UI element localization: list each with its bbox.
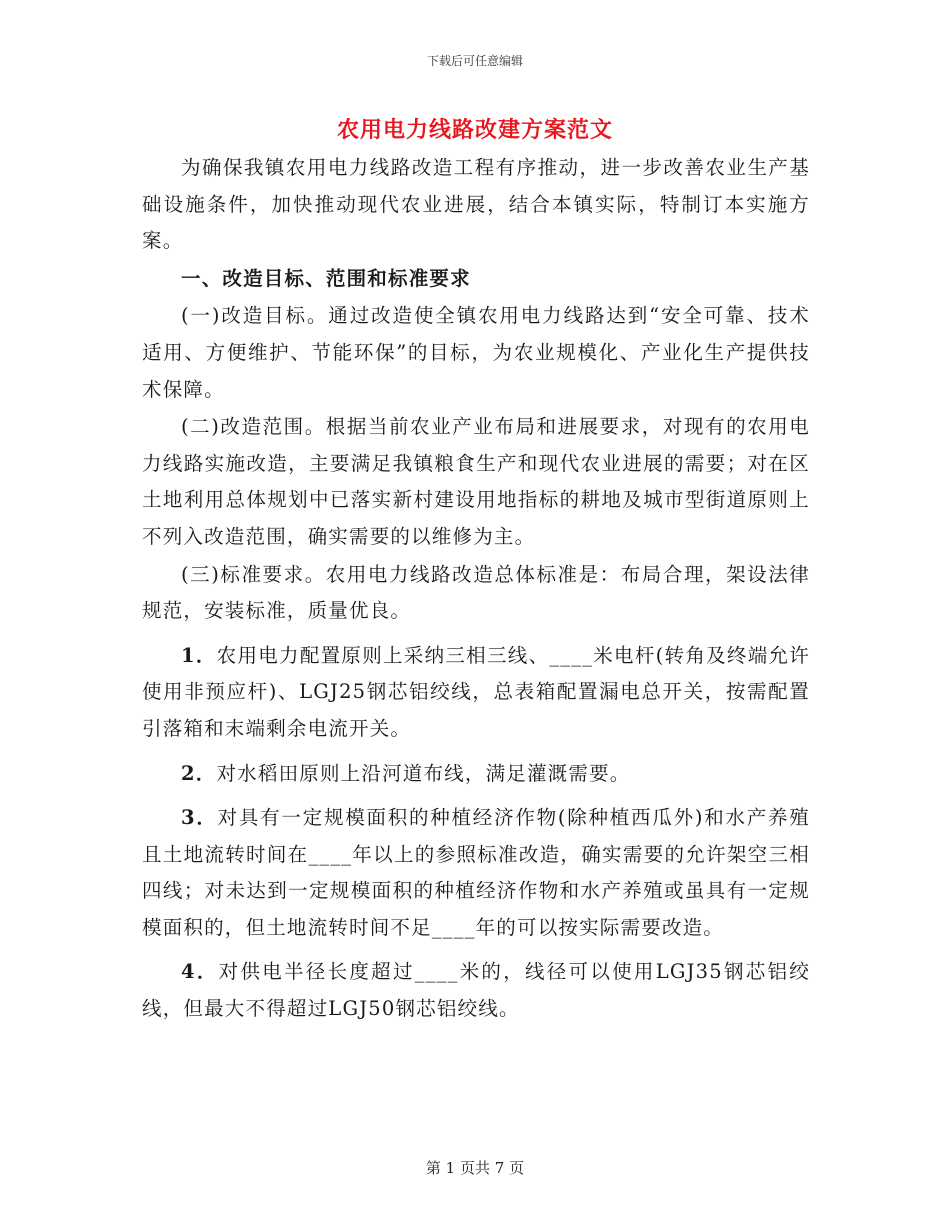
item-text: 对具有一定规模面积的种植经济作物(除种植西瓜外)和水产养殖且土地流转时间在____年以上的参照标准改造，确实需要的允许架空三相四线；对未达到一定规模面积的种植经济作物和水产养殖或虽具有一定规模面积的，但土地流转时间不足____年的可以按实际需要改造。	[142, 806, 810, 939]
document-body	[142, 150, 810, 1029]
intro-paragraph: 为确保我镇农用电力线路改造工程有序推动，进一步改善农业生产基础设施条件，加快推动现代农业进展，结合本镇实际，特制订本实施方案。	[142, 156, 810, 253]
item-number: 1．	[181, 643, 217, 667]
item-text: 对供电半径长度超过____米的，线径可以使用LGJ35钢芯铝绞线，但最大不得超过LGJ50钢芯铝绞线。	[142, 960, 811, 1021]
item-number: 4．	[181, 960, 219, 984]
header-note: 下载后可任意编辑	[426, 54, 523, 68]
scope-paragraph: (二)改造范围。根据当前农业产业布局和进展要求，对现有的农用电力线路实施改造，主要满足我镇粮食生产和现代农业进展的需要；对在区土地利用总体规划中已落实新村建设用地指标的耕地及城市型街道原则上不列入改造范围，确实需要的以维修为主。	[142, 415, 810, 548]
goal-paragraph: (一)改造目标。通过改造使全镇农用电力线路达到“安全可靠、技术适用、方便维护、节能环保”的目标，为农业规模化、产业化生产提供技术保障。	[142, 304, 810, 401]
page-number: 第 1 页共 7 页	[425, 1159, 525, 1177]
item-number: 3．	[181, 806, 218, 830]
list-item	[142, 800, 810, 946]
list-item	[142, 954, 810, 1027]
standard-paragraph: (三)标准要求。农用电力线路改造总体标准是：布局合理，架设法律规范，安装标准，质量优良。	[142, 562, 810, 623]
item-text: 农用电力配置原则上采纳三相三线、____米电杆(转角及终端允许使用非预应杆)、LGJ25钢芯铝绞线，总表箱配置漏电总开关，按需配置引落箱和末端剩余电流开关。	[142, 643, 810, 740]
section-heading: 一、改造目标、范围和标准要求	[181, 266, 471, 290]
document-title: 农用电力线路改建方案范文	[336, 117, 613, 143]
item-number: 2．	[181, 761, 217, 785]
item-text: 对水稻田原则上沿河道布线，满足灌溉需要。	[216, 761, 631, 785]
list-item	[142, 638, 810, 748]
list-item	[142, 756, 810, 793]
